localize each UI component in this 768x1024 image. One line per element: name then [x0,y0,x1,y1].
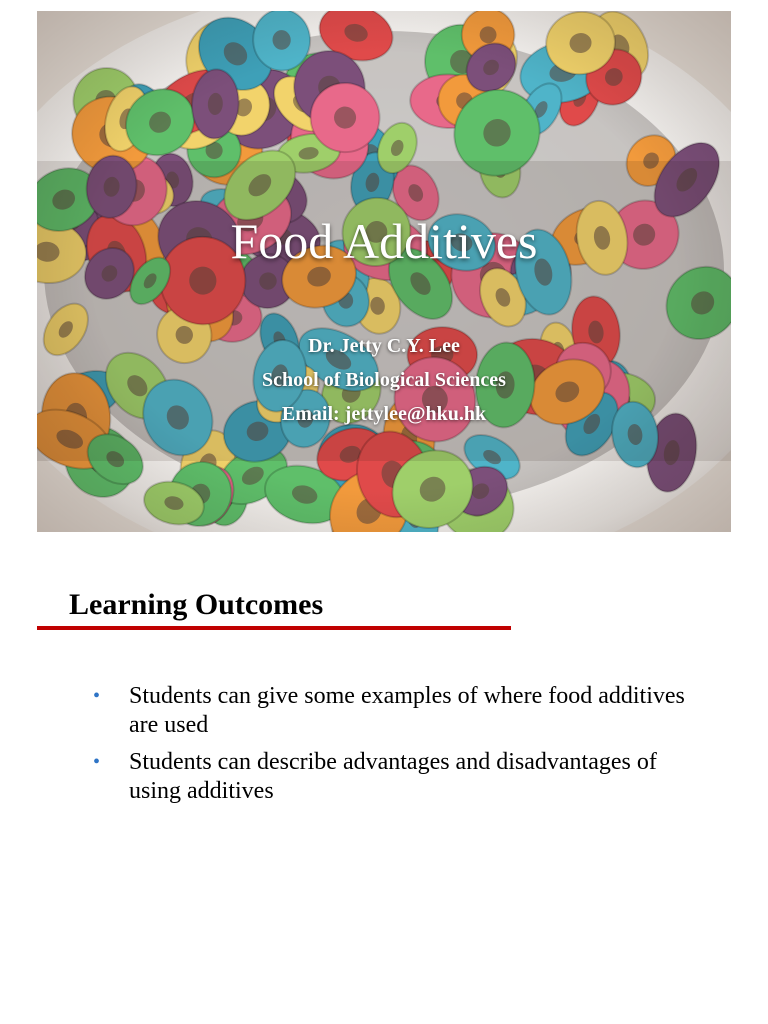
slide-title: Food Additives [230,213,538,269]
author-school: School of Biological Sciences [262,369,506,391]
title-block [37,11,731,532]
list-item-text: Students can describe advantages and disadvantages of using additives [129,749,657,804]
list-item [93,748,693,806]
bullet-icon: • [93,751,101,773]
title-slide [37,11,731,532]
author-name: Dr. Jetty C.Y. Lee [308,335,460,357]
heading-underline [37,626,511,630]
author-info [37,329,731,431]
outcome-list [93,682,693,814]
list-item [93,682,693,740]
author-email: Email: jettylee@hku.hk [281,403,487,425]
list-item-text: Students can give some examples of where food additives are used [129,683,685,738]
bullet-icon: • [93,685,101,707]
learning-outcomes-slide [37,560,731,1020]
section-heading: Learning Outcomes [69,588,324,621]
